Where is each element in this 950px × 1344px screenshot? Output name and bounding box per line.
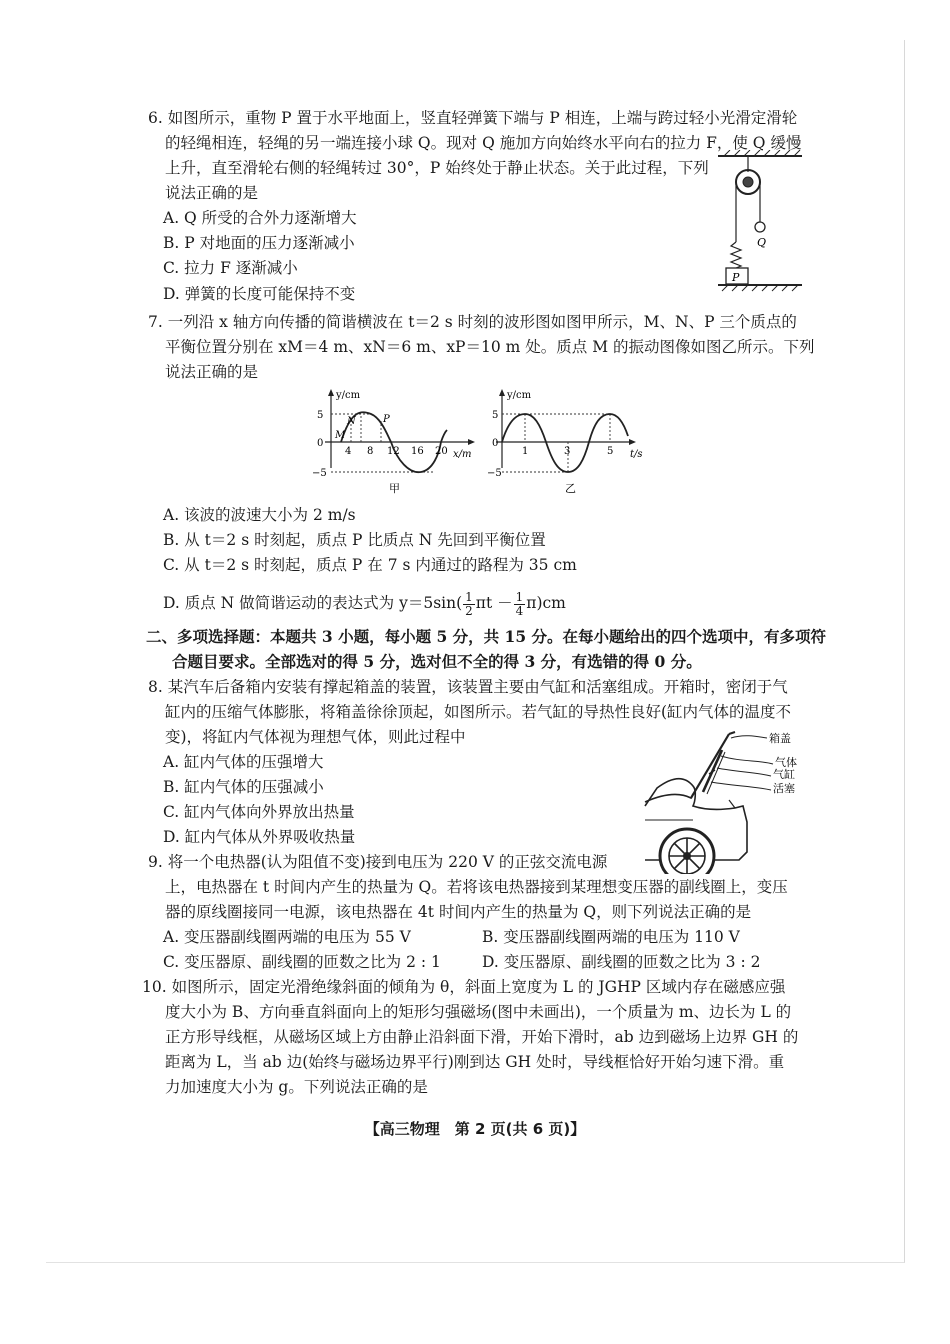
page-footer: 【高三物理 第 2 页(共 6 页)】 bbox=[364, 1120, 586, 1138]
q8-label-lid: 箱盖 bbox=[769, 732, 791, 745]
graph-a-xlabel: x/m bbox=[453, 449, 472, 460]
q6-q-label: Q bbox=[757, 236, 767, 249]
graph-b-xtick-1: 1 bbox=[522, 446, 529, 457]
graph-b-xtick-3: 3 bbox=[564, 446, 571, 457]
q8-stem-line-1: 8. 某汽车后备箱内安装有撑起箱盖的装置，该装置主要由气缸和活塞组成。开箱时，密闭于气 bbox=[148, 678, 788, 696]
q9-option-d: D. 变压器原、副线圈的匝数之比为 3 : 2 bbox=[482, 953, 761, 971]
graph-b-ytick-5: 5 bbox=[492, 410, 499, 421]
q7-option-b: B. 从 t＝2 s 时刻起，质点 P 比质点 N 先回到平衡位置 bbox=[163, 531, 546, 549]
q9-option-b: B. 变压器副线圈两端的电压为 110 V bbox=[482, 928, 740, 946]
graph-a-xtick-12: 12 bbox=[387, 446, 400, 457]
q10-stem-line-5: 力加速度大小为 g。下列说法正确的是 bbox=[165, 1078, 428, 1096]
q6-option-c: C. 拉力 F 逐渐减小 bbox=[163, 259, 298, 277]
q10-stem-line-4: 距离为 L，当 ab 边(始终与磁场边界平行)刚到达 GH 处时，导线框恰好开始匀速下滑。重 bbox=[165, 1053, 785, 1071]
section2-header-line-2: 合题目要求。全部选对的得 5 分，选对但不全的得 3 分，有选错的得 0 分。 bbox=[172, 652, 702, 671]
q6-stem-line-2: 的轻绳相连，轻绳的另一端连接小球 Q。现对 Q 施加方向始终水平向右的拉力 F，使 Q 缓慢 bbox=[165, 134, 802, 152]
q8-label-gas: 气体 bbox=[775, 756, 797, 769]
graph-a-ytick-5: 5 bbox=[317, 410, 324, 421]
q7-stem-line-2: 平衡位置分别在 xM＝4 m、xN＝6 m、xP＝10 m 处。质点 M 的振动图像如图乙所示。下列 bbox=[165, 338, 815, 356]
q6-stem-line-4: 说法正确的是 bbox=[165, 184, 259, 202]
q6-option-d: D. 弹簧的长度可能保持不变 bbox=[163, 285, 356, 303]
q8-stem-line-2: 缸内的压缩气体膨胀，将箱盖徐徐顶起，如图所示。若气缸的导热性良好(缸内气体的温度不 bbox=[165, 703, 792, 721]
q9-stem-line-1: 9. 将一个电热器(认为阻值不变)接到电压为 220 V 的正弦交流电源 bbox=[148, 853, 608, 871]
graph-b-ytick-neg5: −5 bbox=[487, 468, 502, 479]
q8-option-d: D. 缸内气体从外界吸收热量 bbox=[163, 828, 356, 846]
q10-stem-line-2: 度大小为 B、方向垂直斜面向上的矩形匀强磁场(图中未画出)，一个质量为 m、边长为 L 的 bbox=[165, 1003, 792, 1021]
graph-b-ylabel: y/cm bbox=[507, 390, 532, 401]
graph-b-ytick-0: 0 bbox=[492, 438, 499, 449]
q6-p-label: P bbox=[732, 271, 740, 284]
q7-option-d bbox=[163, 588, 566, 618]
q8-car-trunk-figure bbox=[643, 728, 813, 874]
graph-a-ylabel: y/cm bbox=[336, 390, 361, 401]
q10-stem-line-3: 正方形导线框，从磁场区域上方由静止沿斜面下滑，开始下滑时，ab 边到磁场上边界 GH 的 bbox=[165, 1028, 799, 1046]
q10-stem-line-1: 10. 如图所示，固定光滑绝缘斜面的倾角为 θ，斜面上宽度为 L 的 JGHP 区域内存在磁感应强 bbox=[142, 978, 786, 996]
graph-a-ytick-0: 0 bbox=[317, 438, 324, 449]
graph-a-ytick-neg5: −5 bbox=[312, 468, 327, 479]
q7-option-d-before: D. 质点 N 做简谐运动的表达式为 y＝5sin( bbox=[163, 594, 463, 612]
q9-stem-line-2: 上，电热器在 t 时间内产生的热量为 Q。若将该电热器接到某理想变压器的副线圈上，变压 bbox=[165, 878, 788, 896]
q8-label-piston: 活塞 bbox=[773, 782, 795, 795]
q7-option-d-after: π)cm bbox=[526, 594, 566, 612]
graph-b-caption: 乙 bbox=[565, 482, 576, 495]
q8-stem-line-3: 变)，将缸内气体视为理想气体，则此过程中 bbox=[165, 728, 466, 746]
graph-a-xtick-20: 20 bbox=[435, 446, 448, 457]
q6-stem-line-3: 上升，直至滑轮右侧的轻绳转过 30°，P 始终处于静止状态。关于此过程，下列 bbox=[165, 159, 709, 177]
q8-option-b: B. 缸内气体的压强减小 bbox=[163, 778, 324, 796]
graph-a-xtick-8: 8 bbox=[367, 446, 374, 457]
q7-stem-line-1: 7. 一列沿 x 轴方向传播的简谐横波在 t＝2 s 时刻的波形图如图甲所示，M、N、P 三个质点的 bbox=[148, 313, 797, 331]
q8-label-cylinder: 气缸 bbox=[773, 768, 795, 781]
q9-stem-line-3: 器的原线圈接同一电源，该电热器在 4t 时间内产生的热量为 Q，则下列说法正确的是 bbox=[165, 903, 752, 921]
q6-option-b: B. P 对地面的压力逐渐减小 bbox=[163, 234, 355, 252]
q6-stem-line-1: 6. 如图所示，重物 P 置于水平地面上，竖直轻弹簧下端与 P 相连，上端与跨过轻小光滑定滑轮 bbox=[148, 109, 798, 127]
q7-option-a: A. 该波的波速大小为 2 m/s bbox=[163, 506, 356, 524]
graph-b-xtick-5: 5 bbox=[607, 446, 614, 457]
graph-b-xlabel: t/s bbox=[630, 449, 643, 460]
q6-pulley-figure bbox=[714, 150, 806, 296]
graph-a-caption: 甲 bbox=[389, 482, 400, 495]
graph-a-xtick-16: 16 bbox=[411, 446, 424, 457]
q7-wave-graph-a bbox=[305, 386, 485, 498]
q7-option-d-mid: πt － bbox=[475, 594, 513, 612]
graph-a-point-p: P bbox=[383, 414, 390, 425]
graph-a-point-n: N bbox=[347, 416, 356, 427]
graph-a-point-m: M bbox=[335, 430, 346, 441]
q7-option-c: C. 从 t＝2 s 时刻起，质点 P 在 7 s 内通过的路程为 35 cm bbox=[163, 556, 577, 574]
q7-stem-line-3: 说法正确的是 bbox=[165, 363, 259, 381]
q6-option-a: A. Q 所受的合外力逐渐增大 bbox=[163, 209, 357, 227]
q8-option-a: A. 缸内气体的压强增大 bbox=[163, 753, 324, 771]
graph-a-xtick-4: 4 bbox=[345, 446, 352, 457]
q8-option-c: C. 缸内气体向外界放出热量 bbox=[163, 803, 355, 821]
section2-header-line-1: 二、多项选择题：本题共 3 小题，每小题 5 分，共 15 分。在每小题给出的四个选项中，有多项符 bbox=[146, 627, 827, 646]
q7-option-d-frac-2: $\frac{1}{4}$ bbox=[515, 589, 524, 618]
q9-option-c: C. 变压器原、副线圈的匝数之比为 2 : 1 bbox=[163, 953, 441, 971]
q9-option-a: A. 变压器副线圈两端的电压为 55 V bbox=[163, 928, 411, 946]
q7-vibration-graph-b bbox=[482, 386, 652, 498]
q7-option-d-frac-1: $\frac{1}{2}$ bbox=[465, 589, 473, 618]
